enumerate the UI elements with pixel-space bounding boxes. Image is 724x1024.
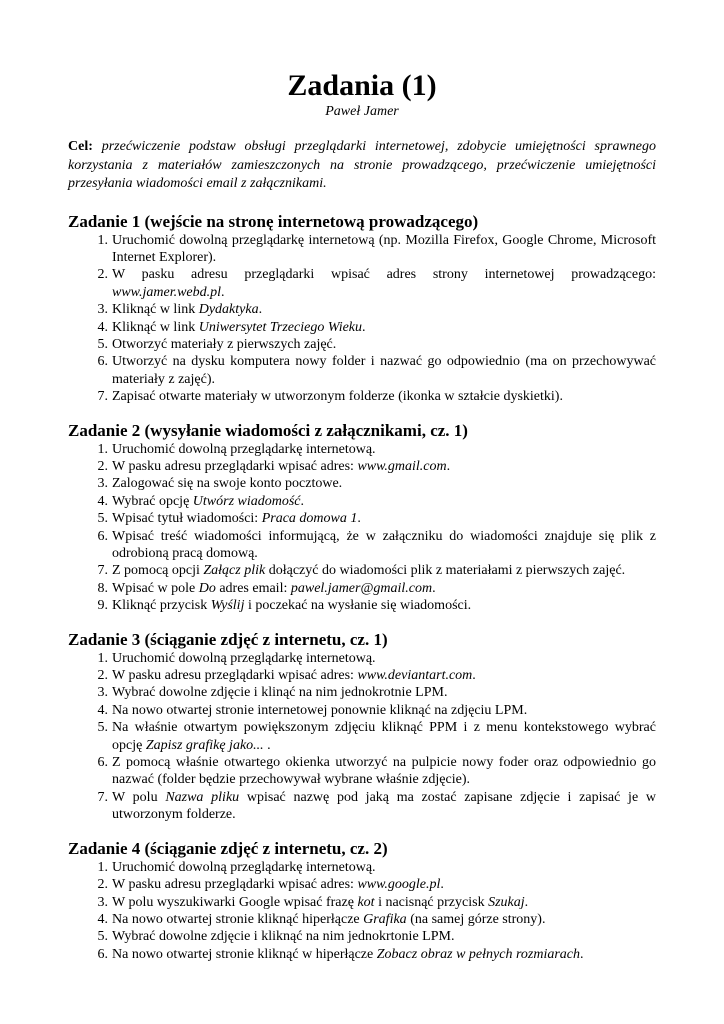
goal-text: przećwiczenie podstaw obsługi przeglądarki internetowej, zdobycie umiejętności sprawnego korzystania z materiałów zamieszczonych na stronie prowadzącego, przećwiczenie umiejętności przesyłania wiadomości email z załącznikami.	[68, 139, 656, 191]
list-item-text: Wpisać tytuł wiadomości:	[112, 511, 262, 527]
emphasized-text: kot	[357, 894, 375, 910]
list-item-text: i nacisnąć przycisk	[374, 894, 489, 910]
list-item-number: 5.	[97, 929, 108, 945]
list-item-text: Zapisać otwarte materiały w utworzonym folderze (ikonka w ształcie dyskietki).	[112, 389, 563, 405]
list-item	[68, 754, 656, 789]
list-item-text: adres email:	[215, 580, 291, 596]
list-item-text: .	[446, 458, 451, 474]
list-item	[68, 562, 656, 579]
goal-label: Cel:	[68, 139, 93, 154]
list-item-number: 3.	[97, 476, 108, 492]
list-item-number: 1.	[97, 441, 108, 457]
section-title: Zadanie 2 (wysyłanie wiadomości z załącznikami, cz. 1)	[68, 420, 468, 440]
author-name: Paweł Jamer	[325, 104, 399, 119]
list-item	[68, 911, 656, 928]
list-item-number: 2.	[97, 267, 108, 283]
list-item	[68, 597, 656, 614]
list-item	[68, 859, 656, 876]
task-list	[68, 232, 656, 406]
list-item-text: Wybrać dowolne zdjęcie i kliknąć na nim jednokrtonie LPM.	[112, 929, 455, 945]
list-item-text: .	[472, 668, 476, 684]
list-item-number: 5.	[97, 720, 108, 736]
list-item	[68, 876, 656, 893]
emphasized-text: Załącz plik	[203, 563, 266, 579]
emphasized-text: Grafika	[363, 911, 407, 927]
emphasized-text: www.deviantart.com	[357, 668, 473, 684]
emphasized-text: Nazwa pliku	[165, 789, 240, 805]
list-item-number: 4.	[97, 911, 108, 927]
list-item	[68, 319, 656, 336]
list-item-number: 1.	[97, 859, 108, 875]
section-title: Zadanie 1 (wejście na stronę internetową prowadzącego)	[68, 211, 479, 231]
list-item-number: 5.	[97, 336, 108, 352]
list-item-text: W polu wyszukiwarki Google wpisać frazę	[112, 894, 358, 910]
list-item	[68, 353, 656, 388]
list-item-text: Z pomocą opcji	[112, 563, 204, 579]
emphasized-text: Uniwersytet Trzeciego Wieku	[198, 319, 363, 335]
emphasized-text: www.google.pl	[357, 877, 441, 893]
list-item	[68, 580, 656, 597]
list-item-text: Z pomocą właśnie otwartego okienka utworzyć na pulpicie nowy foder oraz odpowiednio go nazwać (folder będzie przechowywał wybrane właśnie zdjęcie).	[112, 755, 656, 788]
list-item-number: 3.	[97, 685, 108, 701]
list-item-text: Wybrać dowolne zdjęcie i klinąć na nim jednokrotnie LPM.	[112, 685, 448, 701]
emphasized-text: Dydaktyka	[198, 302, 259, 318]
list-item-text: .	[580, 946, 584, 962]
list-item-text: .	[263, 737, 271, 753]
list-item	[68, 493, 656, 510]
emphasized-text: Do	[198, 580, 216, 596]
list-item-text: Wpisać w pole	[112, 580, 199, 596]
list-item-text: Kliknąć w link	[112, 319, 199, 335]
list-item-text: Na nowo otwartej stronie kliknąć w hiperłącze	[112, 946, 377, 962]
list-item-number: 3.	[97, 894, 108, 910]
list-item-number: 4.	[97, 319, 108, 335]
list-item-text: Na nowo otwartej stronie kliknąć hiperłącze	[112, 911, 364, 927]
list-item-text: W pasku adresu przeglądarki wpisać adres strony internetowej prowadzącego:	[112, 267, 656, 283]
list-item-text: Uruchomić dowolną przeglądarkę internetową.	[112, 650, 376, 666]
list-item-text: Wybrać opcję	[112, 493, 193, 509]
list-item-number: 6.	[97, 528, 108, 544]
list-item-number: 6.	[97, 354, 108, 370]
task-section	[68, 212, 656, 406]
task-sections	[68, 212, 656, 964]
list-item	[68, 946, 656, 963]
list-item	[68, 458, 656, 475]
task-section	[68, 839, 656, 963]
list-item	[68, 650, 656, 667]
task-section	[68, 630, 656, 824]
emphasized-text: Zapisz grafikę jako...	[145, 737, 264, 753]
list-item-text: (na samej górze strony).	[406, 911, 546, 927]
list-item-text: Kliknąć przycisk	[112, 598, 211, 614]
section-title: Zadanie 4 (ściąganie zdjęć z internetu, cz. 2)	[68, 838, 388, 858]
list-item-number: 2.	[97, 668, 108, 684]
list-item-number: 3.	[97, 302, 108, 318]
list-item-text: Uruchomić dowolną przeglądarkę internetową.	[112, 441, 376, 457]
list-item-number: 4.	[97, 702, 108, 718]
list-item-text: W pasku adresu przeglądarki wpisać adres:	[112, 877, 358, 893]
list-item	[68, 789, 656, 824]
emphasized-text: Utwórz wiadomość	[192, 493, 301, 509]
list-item-text: Zalogować się na swoje konto pocztowe.	[112, 476, 343, 492]
list-item-number: 6.	[97, 946, 108, 962]
list-item-text: .	[357, 511, 361, 527]
list-item-text: .	[524, 894, 529, 910]
list-item	[68, 719, 656, 754]
list-item	[68, 336, 656, 353]
list-item-text: .	[362, 319, 366, 335]
task-list	[68, 859, 656, 963]
emphasized-text: Praca domowa 1	[261, 511, 358, 527]
list-item-text: .	[440, 877, 444, 893]
list-item-text: W pasku adresu przeglądarki wpisać adres:	[112, 458, 358, 474]
list-item-text: Na nowo otwartej stronie internetowej ponownie kliknąć na zdjęciu LPM.	[112, 702, 528, 718]
list-item	[68, 301, 656, 318]
list-item	[68, 475, 656, 492]
list-item	[68, 667, 656, 684]
list-item-number: 4.	[97, 493, 108, 509]
emphasized-text: Wyślij	[210, 598, 245, 614]
list-item	[68, 894, 656, 911]
list-item-text: W pasku adresu przeglądarki wpisać adres:	[112, 668, 358, 684]
list-item-number: 2.	[97, 877, 108, 893]
list-item-text: .	[221, 284, 225, 300]
list-item	[68, 266, 656, 301]
list-item	[68, 388, 656, 405]
emphasized-text: www.gmail.com	[357, 458, 447, 474]
list-item-text: i poczekać na wysłanie się wiadomości.	[244, 598, 472, 614]
list-item	[68, 510, 656, 527]
list-item-text: Utworzyć na dysku komputera nowy folder i nazwać go odpowiednio (ma on przechowywać materiały z zajęć).	[112, 354, 656, 387]
list-item	[68, 684, 656, 701]
list-item-text: Kliknąć w link	[112, 302, 199, 318]
task-list	[68, 650, 656, 824]
list-item-number: 6.	[97, 755, 108, 771]
list-item-text: W polu	[112, 789, 166, 805]
list-item-number: 8.	[97, 580, 108, 596]
list-item-number: 2.	[97, 458, 108, 474]
list-item-text: Uruchomić dowolną przeglądarkę internetową (np. Mozilla Firefox, Google Chrome, Microsoft Internet Explorer).	[112, 232, 656, 265]
list-item-text: .	[432, 580, 436, 596]
emphasized-text: pawel.jamer@gmail.com	[290, 580, 433, 596]
page-title: Zadania (1)	[287, 69, 437, 102]
task-list	[68, 441, 656, 615]
emphasized-text: www.jamer.webd.pl	[112, 284, 222, 300]
list-item-number: 1.	[97, 650, 108, 666]
list-item-text: dołączyć do wiadomości plik z materiałami z pierwszych zajęć.	[265, 563, 626, 579]
list-item-text: .	[258, 302, 263, 318]
list-item	[68, 928, 656, 945]
list-item-text: wpisać nazwę pod jaką ma zostać zapisane zdjęcie i zapisać je w utworzonym folderze.	[112, 789, 656, 823]
list-item-number: 9.	[97, 598, 108, 614]
list-item-text: Uruchomić dowolną przeglądarkę internetową.	[112, 859, 376, 875]
list-item-text: .	[300, 493, 305, 509]
list-item-text: Otworzyć materiały z pierwszych zajęć.	[112, 336, 337, 352]
emphasized-text: Zobacz obraz w pełnych rozmiarach	[376, 946, 581, 962]
emphasized-text: Szukaj	[488, 894, 525, 910]
list-item-number: 7.	[97, 789, 108, 805]
task-section	[68, 421, 656, 615]
list-item-number: 5.	[97, 511, 108, 527]
list-item	[68, 702, 656, 719]
list-item-number: 7.	[97, 563, 108, 579]
document-page	[68, 68, 656, 978]
list-item-text: Wpisać treść wiadomości informującą, że w załączniku do wiadomości znajduje się plik z odrobioną pracą domową.	[112, 528, 656, 561]
list-item-number: 7.	[97, 389, 108, 405]
section-title: Zadanie 3 (ściąganie zdjęć z internetu, cz. 1)	[68, 629, 388, 649]
list-item	[68, 528, 656, 563]
list-item	[68, 232, 656, 267]
list-item-number: 1.	[97, 232, 108, 248]
list-item	[68, 441, 656, 458]
goal-paragraph	[68, 138, 656, 194]
list-item-text: Na właśnie otwartym powiększonym zdjęciu kliknąć PPM i z menu kontekstowego wybrać opcję	[112, 720, 656, 753]
